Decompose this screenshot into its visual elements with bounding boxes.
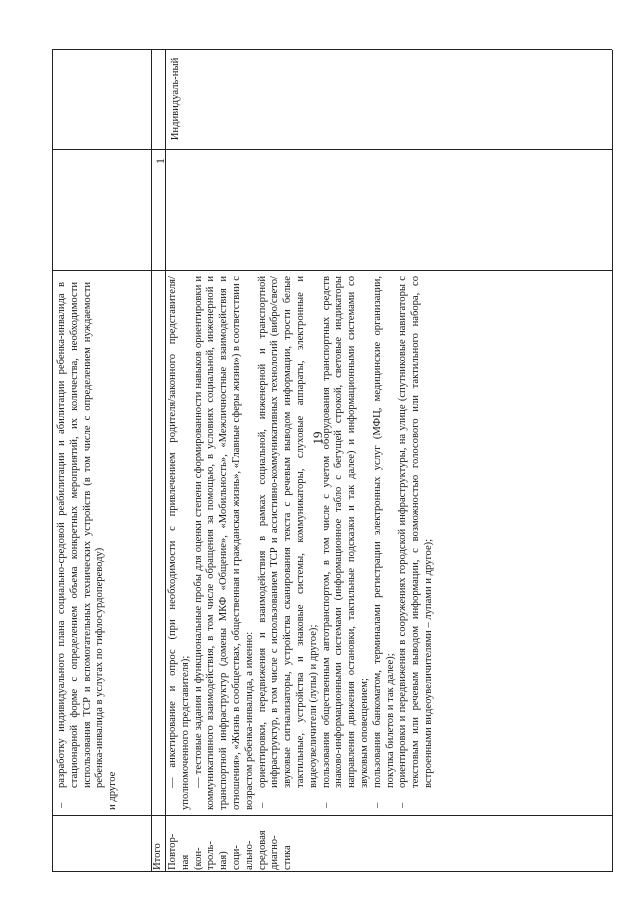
- diagnostics-bullet: – пользования общественным автотранспортом, в том числе с учетом оборудования транспортных средств знаково-информационными системами (информационное табло с бегущей строкой, световые индикаторы направления движения остановки, тактильные подсказки и так далее) и информационными системами со звуковым оповещением;: [320, 276, 370, 808]
- diagnostics-bullet: – ориентировки, передвижения и взаимодействия в рамках социальной, инженерной и транспортной инфраструктур, в том числе с использованием ТСР и ассистивно-коммуникативных технологий (вибро/свето/звуковые сигнализаторы, устройства сканирования текста с речевым выводом информации, трости белые тактильные, устройства и знаковые системы, коммуникаторы, слуховые аппараты, электронные и видеоувеличители (лупы) и другое);: [256, 276, 319, 808]
- plan-other: и другое: [107, 771, 119, 810]
- diagnostics-label: Повтор- ная (кон- троль- ная) соци- ально- средовая диагно- стика: [167, 830, 294, 870]
- page-number: 19: [310, 431, 325, 445]
- diagnostics-tests: — тестовые задания и функциональные пробы для оценки степени сформированности навыков ориентировки и коммуникативного взаимодействия, в том числе обращения за помощью, в условиях социальной, инженерной и транспортной инфраструктур (домены МКФ «Общение», «Мобильность», «Межличностные взаимодействия и отношения», «Жизнь в сообществах, общественная и гражданская жизнь», «Главные сферы жизни») в соответствии с возрастом ребенка-инвалида, а именно:: [192, 276, 255, 810]
- form-type-label: Индивидуаль-ный: [170, 57, 181, 141]
- total-value: 1: [153, 158, 167, 164]
- total-label: Итого: [152, 843, 163, 870]
- plan-bullet: [56, 282, 107, 810]
- plan-cell: [56, 282, 120, 810]
- rotated-table-wrapper: [52, 50, 612, 872]
- plan-text: разработку индивидуального плана социально-средовой реабилитации и абилитации ребенка-инвалида в стационарной форме с определением объема конкретных мероприятий, их количества, необходимости использования ТСР и вспомогательных технических устройств (в том числе с определением нуждаемости ребенка-инвалида в услугах по тифлосурдопереводу): [56, 282, 106, 788]
- bullet-dash: –: [56, 802, 67, 808]
- diagnostics-bullet: – пользования банкоматом, терминалами регистрации электронных услуг (МФЦ, медицинские организации, покупка билетов и так далее);: [371, 276, 396, 808]
- diagnostics-bullet: – ориентировки и передвижения в сооружениях городской инфраструктуры, на улице (спутниковые навигаторы с текстовым или речевым выводом информации, с возможностью голосового или тактильного набора, со встроенными видеоувеличителями – лупами и другое);: [397, 276, 434, 808]
- diagnostics-cell: [167, 276, 436, 810]
- requirements-table: [52, 50, 612, 872]
- diagnostics-intro: — анкетирование и опрос (при необходимости с привлечением родителя/законного представителя/уполномоченного представителя);: [167, 276, 191, 810]
